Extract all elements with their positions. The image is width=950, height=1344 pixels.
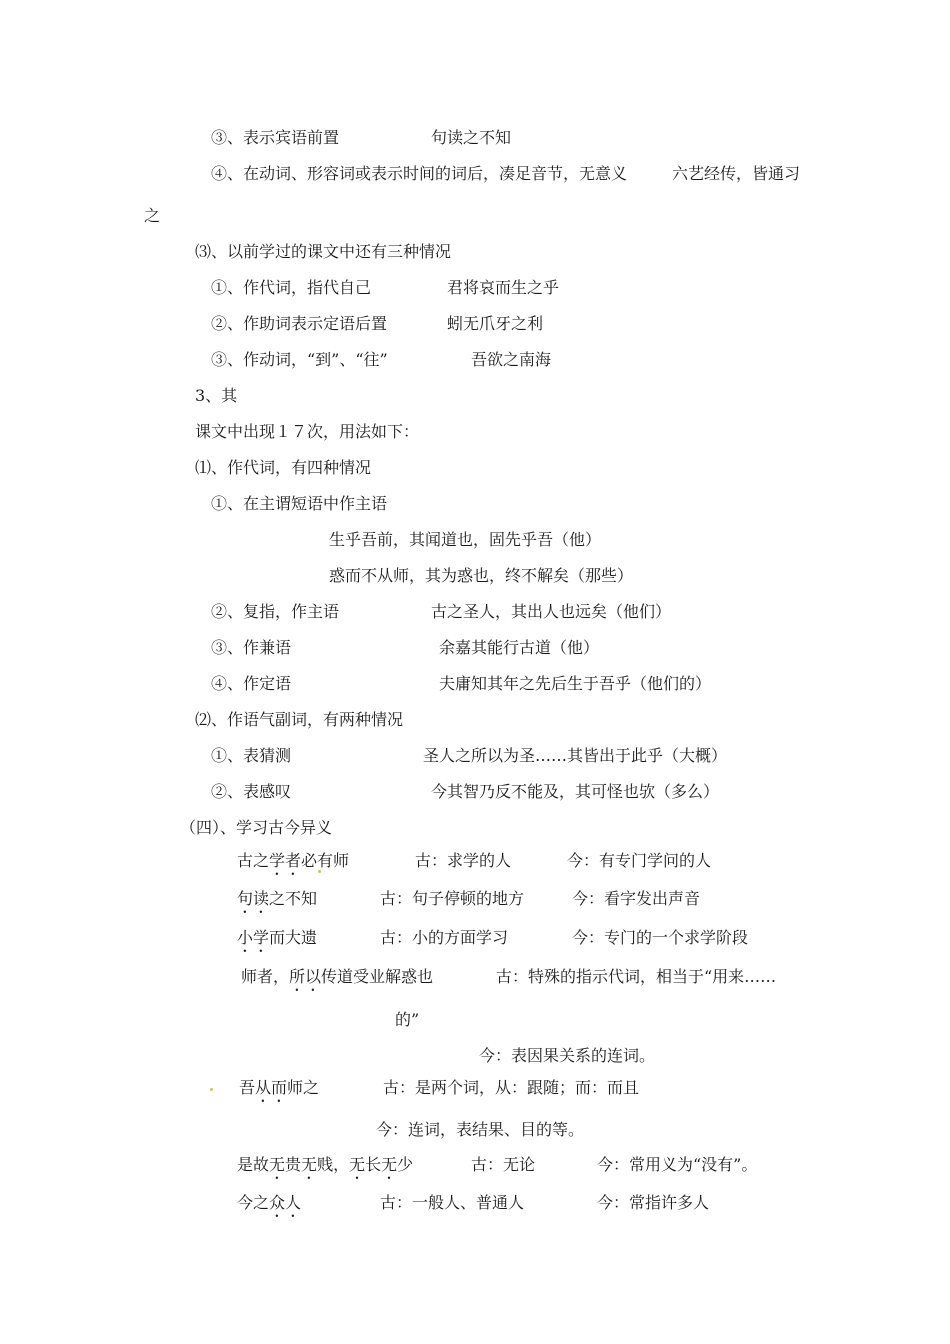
- modern-meaning: 今：连词，表结果、目的等。: [376, 1120, 585, 1139]
- term-sentence: 吾从而师之: [239, 1078, 320, 1097]
- modern-meaning: 今：有专门学问的人: [567, 851, 712, 870]
- text-line: ⑵、作语气副词，有两种情况: [195, 710, 404, 729]
- text-line: 吾欲之南海: [471, 350, 552, 369]
- text-line: 蚓无爪牙之利: [447, 314, 544, 333]
- modern-meaning: 今：专门的一个求学阶段: [572, 928, 749, 947]
- text-line: ①、在主谓短语中作主语: [211, 494, 388, 513]
- text-line: 六艺经传，皆通习: [672, 164, 801, 183]
- text-line: ②、复指，作主语: [211, 602, 340, 621]
- example-line: 夫庸知其年之先后生于吾乎（他们的）: [439, 674, 712, 693]
- text-line: ④、作定语: [211, 674, 292, 693]
- ancient-meaning: 古：句子停顿的地方: [380, 889, 525, 908]
- ancient-meaning: 古：求学的人: [415, 851, 512, 870]
- decorative-dot: [318, 870, 321, 873]
- term-sentence: 师者，所以传道受业解惑也: [241, 967, 434, 986]
- term-sentence: 小学而大遗: [237, 928, 318, 947]
- example-line: 余嘉其能行古道（他）: [439, 638, 600, 657]
- text-line: ②、表感叹: [211, 782, 292, 801]
- modern-meaning: 今：表因果关系的连词。: [479, 1046, 656, 1065]
- text-line: ④、在动词、形容词或表示时间的词后，凑足音节，无意义: [211, 164, 628, 183]
- term-sentence: 句读之不知: [237, 889, 318, 908]
- ancient-meaning: 古：无论: [471, 1155, 536, 1174]
- term-sentence: 古之学者必有师: [237, 851, 350, 870]
- text-line: 君将哀而生之乎: [447, 278, 560, 297]
- text-line: ③、作动词，“到”、“往”: [211, 350, 388, 369]
- example-line: 今其智乃反不能及，其可怪也欤（多么）: [431, 782, 720, 801]
- text-line: ①、作代词，指代自己: [211, 278, 372, 297]
- text-line: 句读之不知: [431, 128, 512, 147]
- text-line: ③、表示宾语前置: [211, 128, 340, 147]
- text-line: ⑴、作代词，有四种情况: [195, 458, 372, 477]
- ancient-meaning: 古：是两个词，从：跟随；而：而且: [383, 1078, 640, 1097]
- term-sentence: 今之众人: [237, 1193, 302, 1212]
- text-line: ①、表猜测: [211, 746, 292, 765]
- text-line: 课文中出现１７次，用法如下：: [195, 422, 420, 441]
- decorative-dot: [210, 1088, 213, 1091]
- example-line: 生乎吾前，其闻道也，固先乎吾（他）: [329, 530, 602, 549]
- modern-meaning: 今：常用义为“没有”。: [597, 1155, 758, 1174]
- text-line: ②、作助词表示定语后置: [211, 314, 388, 333]
- modern-meaning: 今：看字发出声音: [572, 889, 701, 908]
- section-heading: 3、其: [195, 386, 238, 405]
- text-line: 之: [144, 206, 161, 225]
- example-line: 圣人之所以为圣……其皆出于此乎（大概）: [423, 746, 728, 765]
- ancient-meaning-cont: 的”: [395, 1010, 420, 1029]
- text-line: ⑶、以前学过的课文中还有三种情况: [195, 242, 452, 261]
- ancient-meaning: 古：小的方面学习: [380, 928, 509, 947]
- example-line: 古之圣人，其出人也远矣（他们）: [431, 602, 672, 621]
- text-line: ③、作兼语: [211, 638, 292, 657]
- example-line: 惑而不从师，其为惑也，终不解矣（那些）: [329, 566, 634, 585]
- ancient-meaning: 古：一般人、普通人: [380, 1193, 525, 1212]
- modern-meaning: 今：常指许多人: [597, 1193, 710, 1212]
- section-heading: （四）、学习古今异义: [180, 818, 333, 837]
- term-sentence: 是故无贵无贱，无长无少: [237, 1155, 414, 1174]
- ancient-meaning: 古：特殊的指示代词，相当于“用来……: [496, 967, 777, 986]
